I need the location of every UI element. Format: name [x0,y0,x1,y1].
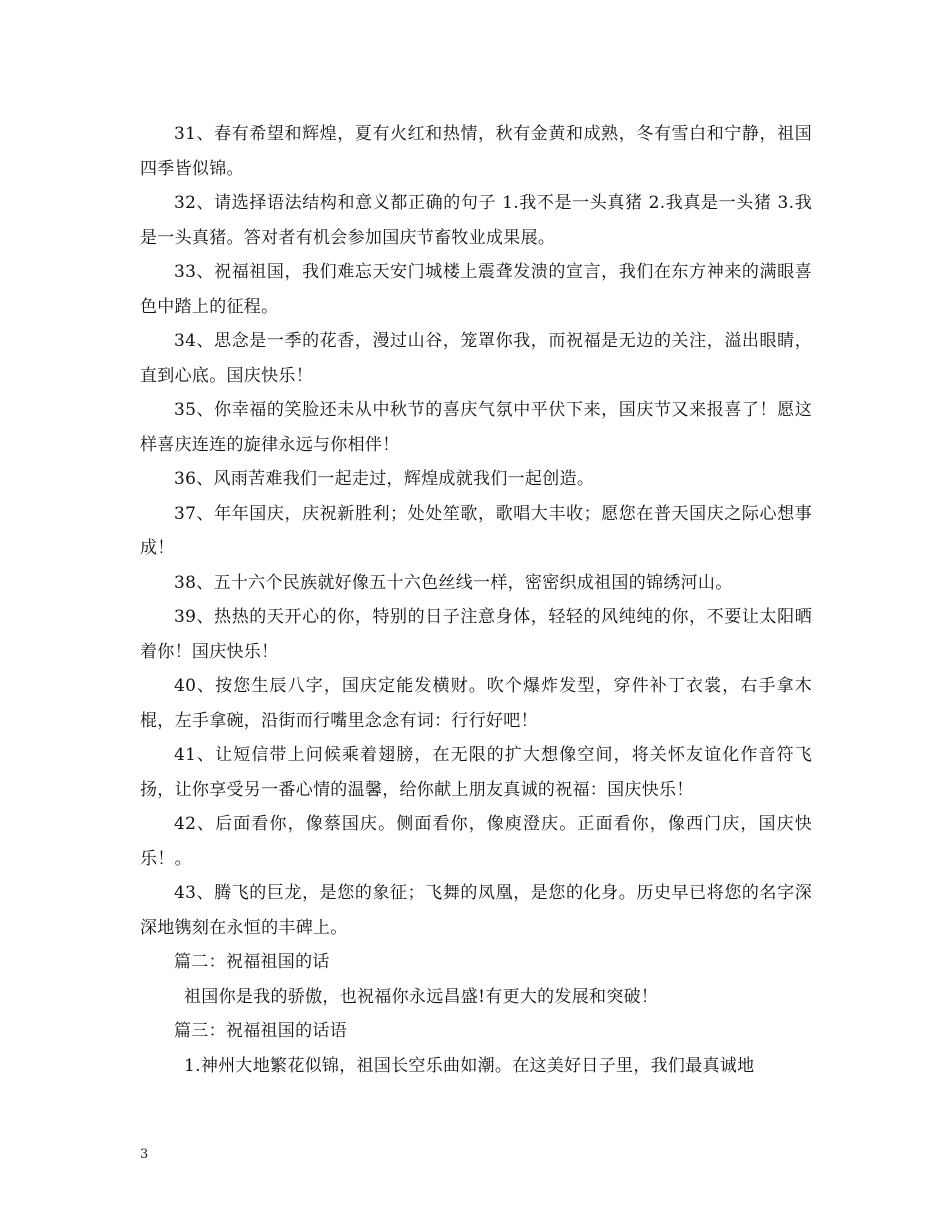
list-item: 33、祝福祖国，我们难忘天安门城楼上震聋发溃的宣言，我们在东方神来的满眼喜色中踏上的征程。 [140,262,812,317]
list-item: 42、后面看你，像蔡国庆。侧面看你，像庾澄庆。正面看你，像西门庆，国庆快乐！。 [140,814,812,869]
list-item: 38、五十六个民族就好像五十六色丝线一样，密密织成祖国的锦绣河山。 [174,572,733,593]
list-item: 32、请选择语法结构和意义都正确的句子 1.我不是一头真猪 2.我真是一头猪 3.我是一头真猪。答对者有机会参加国庆节畜牧业成果展。 [140,193,812,248]
section-heading: 篇二：祝福祖国的话 [174,952,330,972]
list-item: 37、年年国庆，庆祝新胜利；处处笙歌，歌唱大丰收；愿您在普天国庆之际心想事成！ [140,503,812,558]
page-number: 3 [140,1147,149,1162]
list-item: 34、思念是一季的花香，漫过山谷，笼罩你我，而祝福是无边的关注，溢出眼睛，直到心底。国庆快乐！ [140,331,812,386]
document-body [140,117,812,1083]
section-paragraph: 1.神州大地繁花似锦，祖国长空乐曲如潮。在这美好日子里，我们最真诚地 [184,1055,755,1076]
list-item: 41、让短信带上问候乘着翅膀，在无限的扩大想像空间，将关怀友谊化作音符飞扬，让你享受另一番心情的温馨，给你献上朋友真诚的祝福：国庆快乐！ [140,745,812,800]
section-paragraph: 祖国你是我的骄傲，也祝福你永远昌盛!有更大的发展和突破！ [184,986,659,1007]
section-heading: 篇三：祝福祖国的话语 [174,1021,347,1041]
list-item: 39、热热的天开心的你，特别的日子注意身体，轻轻的风纯纯的你，不要让太阳晒着你！国庆快乐！ [140,607,812,662]
list-item: 35、你幸福的笑脸还未从中秋节的喜庆气氛中平伏下来，国庆节又来报喜了！愿这样喜庆连连的旋律永远与你相伴！ [140,400,812,455]
list-item: 43、腾飞的巨龙，是您的象征；飞舞的凤凰，是您的化身。历史早已将您的名字深深地镌刻在永恒的丰碑上。 [140,883,812,938]
list-item: 36、风雨苦难我们一起走过，辉煌成就我们一起创造。 [174,469,595,489]
list-item: 40、按您生辰八字，国庆定能发横财。吹个爆炸发型，穿件补丁衣裳，右手拿木棍，左手拿碗，沿街而行嘴里念念有词：行行好吧！ [140,676,812,731]
list-item: 31、春有希望和辉煌，夏有火红和热情，秋有金黄和成熟，冬有雪白和宁静，祖国四季皆似锦。 [140,124,812,179]
